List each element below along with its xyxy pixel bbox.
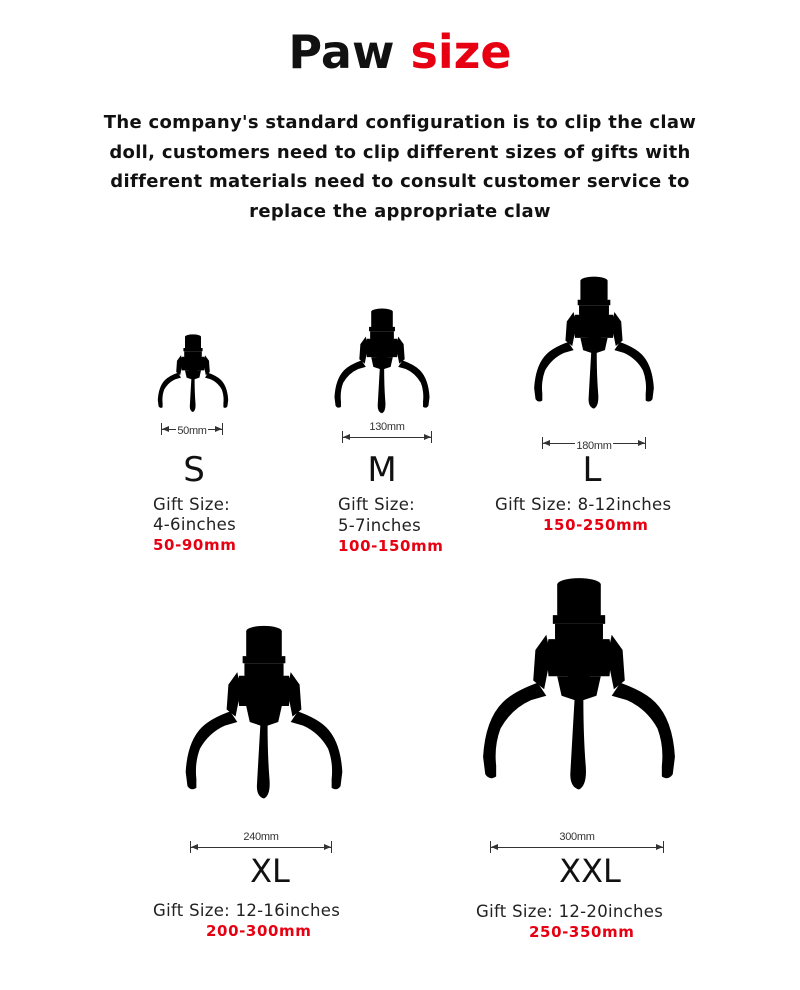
gift-inches-s: 4-6inches: [153, 515, 236, 534]
size-letter-xl: XL: [250, 852, 290, 890]
mm-range-s: 50-90mm: [153, 536, 237, 554]
mm-range-xxl: 250-350mm: [529, 923, 635, 941]
size-letter-l: L: [582, 450, 602, 490]
intro-line-1: The company's standard configuration is to clip the claw: [103, 112, 697, 133]
size-letter-xxl: XXL: [559, 852, 621, 890]
title-size: size: [410, 25, 512, 79]
dimension-l-label: 180mm: [576, 440, 612, 452]
gift-text-xxl: Gift Size: 12-20inches: [476, 902, 664, 921]
claw-s-illustration: [153, 324, 233, 424]
mm-range-m: 100-150mm: [338, 537, 444, 555]
dimension-xxl-label: 300mm: [559, 831, 595, 843]
claw-xl-illustration: [175, 604, 353, 824]
gift-label-s: Gift Size:: [153, 495, 231, 514]
intro-line-3: different materials need to consult customer service to: [110, 171, 690, 192]
gift-text-xl: Gift Size: 12-16inches: [153, 901, 341, 920]
gift-label-m: Gift Size:: [338, 495, 416, 514]
claw-m-illustration: [328, 294, 436, 430]
dimension-m: [342, 421, 432, 448]
dimension-xl-label: 240mm: [243, 831, 279, 843]
intro-paragraph: [90, 108, 710, 226]
claw-xxl-illustration: [470, 546, 688, 826]
dimension-s: [161, 420, 223, 440]
mm-range-l: 150-250mm: [543, 516, 649, 534]
dimension-m-label: 130mm: [369, 421, 405, 433]
size-letter-m: M: [367, 450, 397, 490]
dimension-s-label: 50mm: [177, 425, 207, 437]
intro-line-4: replace the appropriate claw: [249, 200, 551, 222]
size-letter-s: S: [183, 450, 205, 490]
gift-inches-m: 5-7inches: [338, 516, 421, 535]
claw-l-illustration: [526, 258, 662, 430]
gift-text-l: Gift Size: 8-12inches: [495, 495, 672, 514]
intro-line-2: doll, customers need to clip different sizes of gifts with: [109, 141, 691, 163]
mm-range-xl: 200-300mm: [206, 922, 312, 940]
title-paw: Paw: [288, 25, 395, 79]
page-title: [0, 22, 800, 82]
